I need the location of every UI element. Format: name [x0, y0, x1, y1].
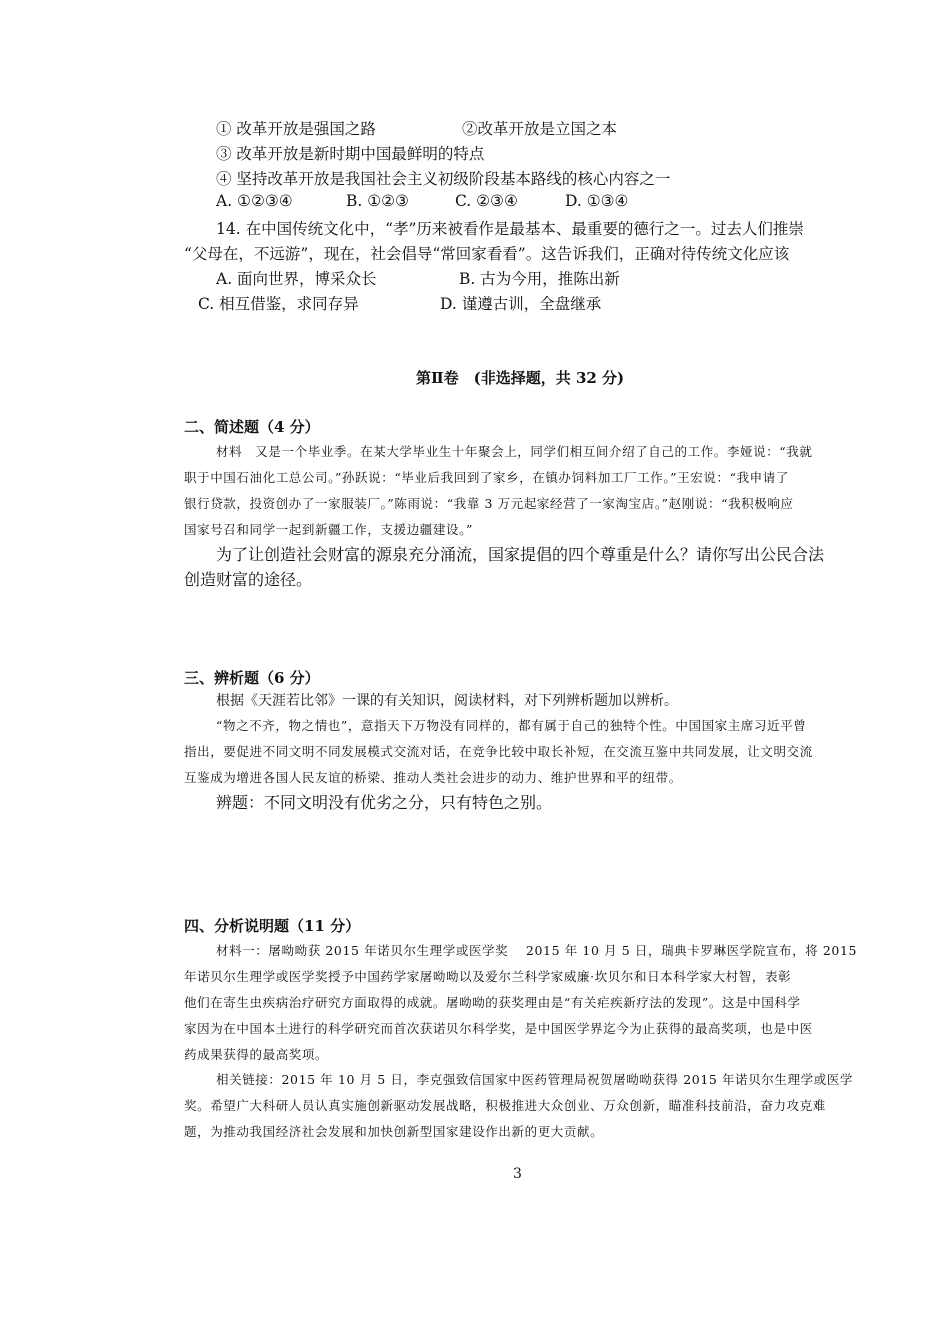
section-4-material-line: 药成果获得的最高奖项。	[184, 1047, 329, 1062]
section-3-title: 三、辨析题（6 分）	[184, 669, 320, 687]
section-2-material-line: 材料 又是一个毕业季。在某大学毕业生十年聚会上，同学们相互间介绍了自己的工作。李娅说：“我就	[216, 444, 813, 459]
q14-stem-line-1: 14. 在中国传统文化中，“孝”历来被看作是最基本、最重要的德行之一。过去人们推崇	[216, 220, 804, 238]
section-4-material-line: 材料一：屠呦呦获 2015 年诺贝尔生理学或医学奖 2015 年 10 月 5 日，瑞典卡罗琳医学院宣布，将 2015	[216, 943, 858, 958]
q14-option-b: B. 古为今用，推陈出新	[459, 270, 620, 288]
section-4-material-line: 年诺贝尔生理学或医学奖授予中国药学家屠呦呦以及爱尔兰科学家威廉·坎贝尔和日本科学家大村智，表彰	[184, 969, 792, 984]
section-2-question-line: 为了让创造社会财富的源泉充分涌流，国家提倡的四个尊重是什么？请你写出公民合法	[216, 545, 825, 564]
section-4-link-line: 题，为推动我国经济社会发展和加快创新型国家建设作出新的更大贡献。	[184, 1124, 604, 1139]
q14-option-d: D. 谨遵古训，全盘继承	[440, 295, 602, 313]
section-2-question-line: 创造财富的途径。	[184, 570, 313, 589]
section-2-title: 二、简述题（4 分）	[184, 418, 320, 436]
section-4-link-line: 奖。希望广大科研人员认真实施创新驱动发展战略，积极推进大众创业、万众创新，瞄准科技前沿，奋力攻克难	[184, 1098, 826, 1113]
section-3-material-line: 指出，要促进不同文明不同发展模式交流对话，在竞争比较中取长补短，在交流互鉴中共同发展，让文明交流	[184, 744, 813, 759]
section-3-intro: 根据《天涯若比邻》一课的有关知识，阅读材料，对下列辨析题加以辨析。	[216, 693, 678, 709]
q13-option-a: A. ①②③④	[216, 192, 293, 210]
section-3-material-line: 互鉴成为增进各国人民友谊的桥梁、推动人类社会进步的动力、维护世界和平的纽带。	[184, 770, 682, 785]
q13-item-1: ① 改革开放是强国之路	[216, 120, 376, 138]
q13-option-b: B. ①②③	[346, 192, 409, 210]
section-3-topic: 辨题：不同文明没有优劣之分，只有特色之别。	[216, 793, 553, 812]
section-4-material-line: 他们在寄生虫疾病治疗研究方面取得的成就。屠呦呦的获奖理由是“有关疟疾新疗法的发现”。这是中国科学	[184, 995, 801, 1010]
section-3-material-line: “物之不齐，物之情也”，意指天下万物没有同样的，都有属于自己的独特个性。中国国家主席习近平曾	[216, 718, 807, 733]
section-2-material-line: 国家号召和同学一起到新疆工作，支援边疆建设。”	[184, 522, 473, 537]
part-two-title: 第Ⅱ卷 (非选择题，共 32 分)	[416, 369, 625, 387]
q14-stem-line-2: “父母在，不远游”，现在，社会倡导“常回家看看”。这告诉我们，正确对待传统文化应该	[184, 245, 790, 263]
section-4-material-line: 家因为在中国本土进行的科学研究而首次获诺贝尔科学奖，是中国医学界迄今为止获得的最高奖项，也是中医	[184, 1021, 813, 1036]
q14-option-a: A. 面向世界，博采众长	[216, 270, 377, 288]
section-4-title: 四、分析说明题（11 分）	[184, 917, 361, 935]
section-2-material-line: 职于中国石油化工总公司。”孙跃说：“毕业后我回到了家乡，在镇办饲料加工厂工作。”王宏说：“我申请了	[184, 470, 789, 485]
q13-option-c: C. ②③④	[455, 192, 518, 210]
page-number: 3	[513, 1166, 522, 1182]
q13-item-2: ②改革开放是立国之本	[462, 120, 618, 138]
section-4-link-line: 相关链接：2015 年 10 月 5 日，李克强致信国家中医药管理局祝贺屠呦呦获得 2015 年诺贝尔生理学或医学	[216, 1072, 853, 1087]
section-2-material-line: 银行贷款，投资创办了一家服装厂。”陈雨说：“我靠 3 万元起家经营了一家淘宝店。”赵刚说：“我积极响应	[184, 496, 794, 511]
q14-option-c: C. 相互借鉴，求同存异	[198, 295, 359, 313]
q13-item-4: ④ 坚持改革开放是我国社会主义初级阶段基本路线的核心内容之一	[216, 170, 671, 188]
q13-option-d: D. ①③④	[565, 192, 629, 210]
q13-item-3: ③ 改革开放是新时期中国最鲜明的特点	[216, 145, 485, 163]
